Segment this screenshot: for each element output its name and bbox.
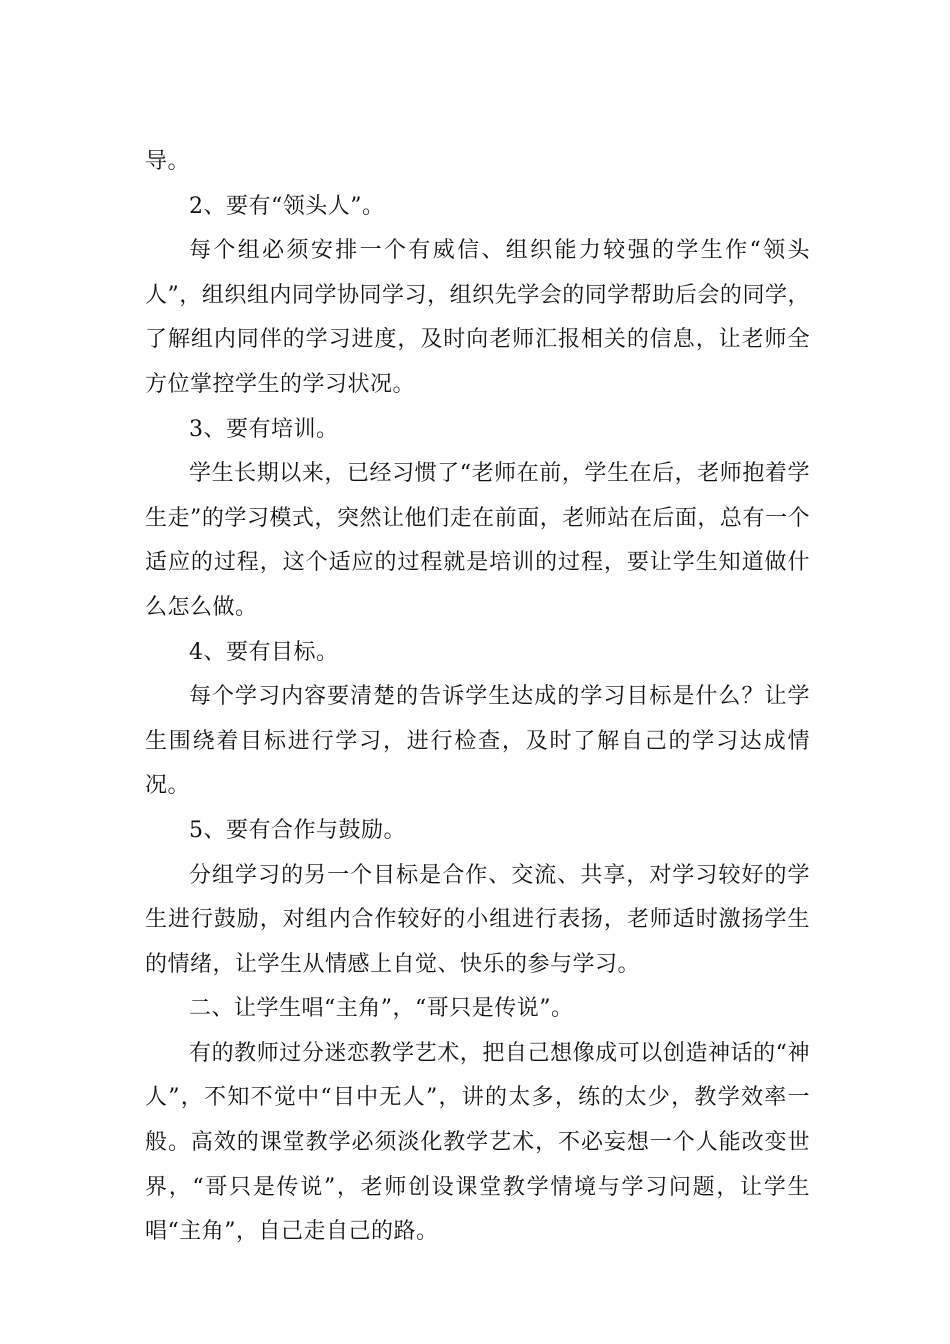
- heading-cooperation: 5、要有合作与鼓励。: [189, 817, 406, 843]
- heading-training: 3、要有培训。: [189, 416, 339, 442]
- paragraph-continuation: 导。: [145, 149, 191, 174]
- heading-goal: 4、要有目标。: [189, 639, 339, 665]
- paragraph-goal: 每个学习内容要清楚的告诉学生达成的学习目标是什么？让学生围绕着目标进行学习，进行检查，及时了解自己的学习达成情况。: [145, 684, 810, 799]
- document-body: [145, 140, 810, 1255]
- paragraph-leader: 每个组必须安排一个有威信、组织能力较强的学生作“领头人”，组织组内同学协同学习，组织先学会的同学帮助后会的同学，了解组内同伴的学习进度，及时向老师汇报相关的信息，让老师全方位掌控学生的学习状况。: [145, 238, 810, 397]
- paragraph-cooperation: 分组学习的另一个目标是合作、交流、共享，对学习较好的学生进行鼓励，对组内合作较好的小组进行表扬，老师适时激扬学生的情绪，让学生从情感上自觉、快乐的参与学习。: [145, 862, 810, 977]
- paragraph-training: 学生长期以来，已经习惯了“老师在前，学生在后，老师抱着学生走”的学习模式，突然让他们走在前面，老师站在后面，总有一个适应的过程，这个适应的过程就是培训的过程，要让学生知道做什么怎么做。: [145, 461, 810, 620]
- heading-leader: 2、要有“领头人”。: [189, 193, 385, 219]
- heading-section-two: 二、让学生唱“主角”，“哥只是传说”。: [189, 996, 574, 1022]
- paragraph-section-two: 有的教师过分迷恋教学艺术，把自己想像成可以创造神话的“神人”，不知不觉中“目中无人”，讲的太多，练的太少，教学效率一般。高效的课堂教学必须淡化教学艺术，不必妄想一个人能改变世界，“哥只是传说”，老师创设课堂教学情境与学习问题，让学生唱“主角”，自己走自己的路。: [145, 1040, 810, 1245]
